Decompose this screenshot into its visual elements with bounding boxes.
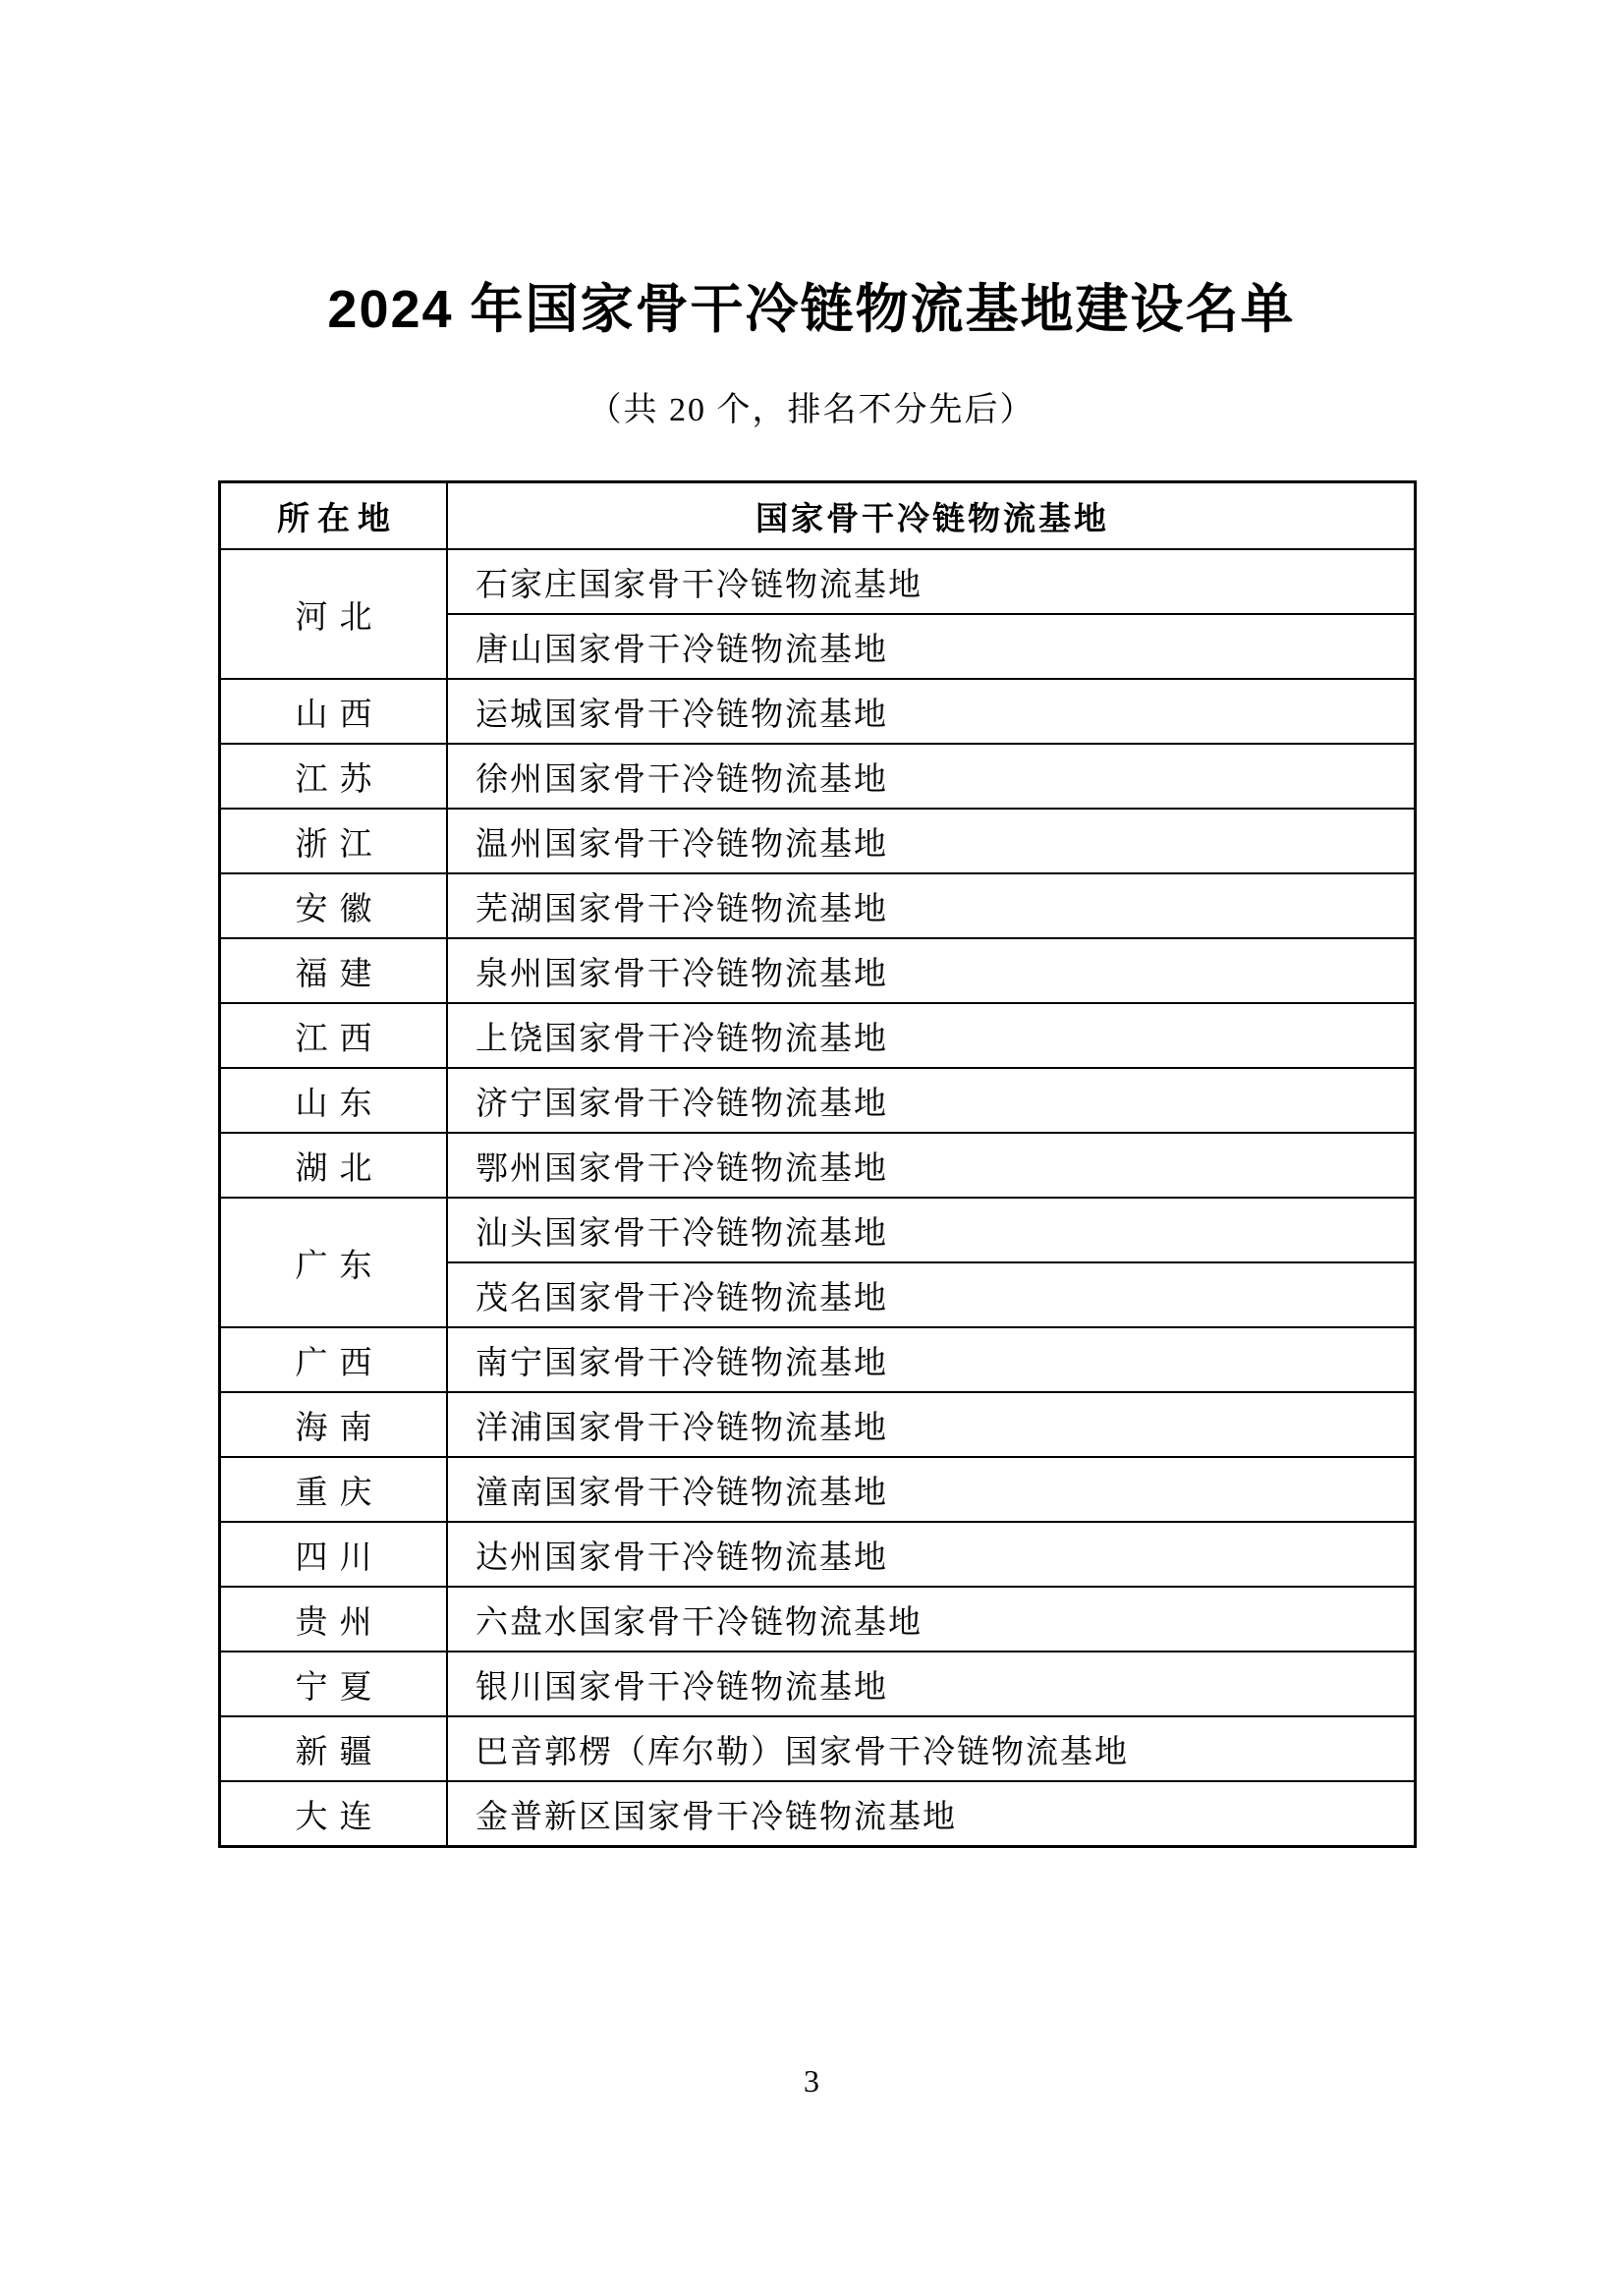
table-row: [220, 873, 1416, 938]
province-cell: 福建: [220, 938, 448, 1003]
table-row: [220, 1198, 1416, 1262]
base-name-cell: 南宁国家骨干冷链物流基地: [447, 1327, 1416, 1392]
base-name-cell: 达州国家骨干冷链物流基地: [447, 1522, 1416, 1587]
table-row: [220, 1652, 1416, 1716]
table-row: [220, 1716, 1416, 1781]
table-row: [220, 679, 1416, 744]
table-row: [220, 1327, 1416, 1392]
base-name-cell: 济宁国家骨干冷链物流基地: [447, 1068, 1416, 1133]
table-row: [220, 1587, 1416, 1652]
base-name-cell: 潼南国家骨干冷链物流基地: [447, 1457, 1416, 1522]
base-table: [218, 480, 1417, 1848]
province-cell: 浙江: [220, 809, 448, 873]
table-row: [220, 938, 1416, 1003]
province-cell: 海南: [220, 1392, 448, 1457]
province-cell: 宁夏: [220, 1652, 448, 1716]
table-row: [220, 809, 1416, 873]
base-name-cell: 茂名国家骨干冷链物流基地: [447, 1262, 1416, 1327]
table-header-row: [220, 482, 1416, 550]
table-row: [220, 1522, 1416, 1587]
province-cell: 重庆: [220, 1457, 448, 1522]
base-name-cell: 六盘水国家骨干冷链物流基地: [447, 1587, 1416, 1652]
province-cell: 山西: [220, 679, 448, 744]
base-name-cell: 芜湖国家骨干冷链物流基地: [447, 873, 1416, 938]
table-row: [220, 549, 1416, 614]
province-cell: 贵州: [220, 1587, 448, 1652]
table-row: [220, 1392, 1416, 1457]
base-name-cell: 巴音郭楞（库尔勒）国家骨干冷链物流基地: [447, 1716, 1416, 1781]
page-subtitle: （共 20 个，排名不分先后）: [588, 392, 1035, 428]
province-cell: 湖北: [220, 1133, 448, 1198]
table-row: [220, 1003, 1416, 1068]
base-name-cell: 徐州国家骨干冷链物流基地: [447, 744, 1416, 809]
province-cell: 江西: [220, 1003, 448, 1068]
base-name-cell: 洋浦国家骨干冷链物流基地: [447, 1392, 1416, 1457]
page-number: 3: [804, 2063, 819, 2099]
base-name-cell: 泉州国家骨干冷链物流基地: [447, 938, 1416, 1003]
province-cell: 广西: [220, 1327, 448, 1392]
province-cell: 山东: [220, 1068, 448, 1133]
base-name-cell: 唐山国家骨干冷链物流基地: [447, 614, 1416, 679]
base-name-cell: 金普新区国家骨干冷链物流基地: [447, 1781, 1416, 1847]
province-cell: 安徽: [220, 873, 448, 938]
base-table-body: [220, 549, 1416, 1847]
province-cell: 河北: [220, 549, 448, 679]
base-name-cell: 上饶国家骨干冷链物流基地: [447, 1003, 1416, 1068]
base-name-cell: 银川国家骨干冷链物流基地: [447, 1652, 1416, 1716]
base-name-cell: 汕头国家骨干冷链物流基地: [447, 1198, 1416, 1262]
base-name-cell: 石家庄国家骨干冷链物流基地: [447, 549, 1416, 614]
province-cell: 新疆: [220, 1716, 448, 1781]
table-row: [220, 1457, 1416, 1522]
province-cell: 四川: [220, 1522, 448, 1587]
header-location: 所在地: [220, 482, 448, 550]
province-cell: 大连: [220, 1781, 448, 1847]
base-name-cell: 鄂州国家骨干冷链物流基地: [447, 1133, 1416, 1198]
base-name-cell: 温州国家骨干冷链物流基地: [447, 809, 1416, 873]
province-cell: 江苏: [220, 744, 448, 809]
province-cell: 广东: [220, 1198, 448, 1327]
table-row: [220, 1133, 1416, 1198]
page-title: 2024 年国家骨干冷链物流基地建设名单: [327, 280, 1296, 339]
base-name-cell: 运城国家骨干冷链物流基地: [447, 679, 1416, 744]
header-base-name: 国家骨干冷链物流基地: [447, 482, 1416, 550]
table-row: [220, 744, 1416, 809]
table-row: [220, 1068, 1416, 1133]
table-row: [220, 1781, 1416, 1847]
